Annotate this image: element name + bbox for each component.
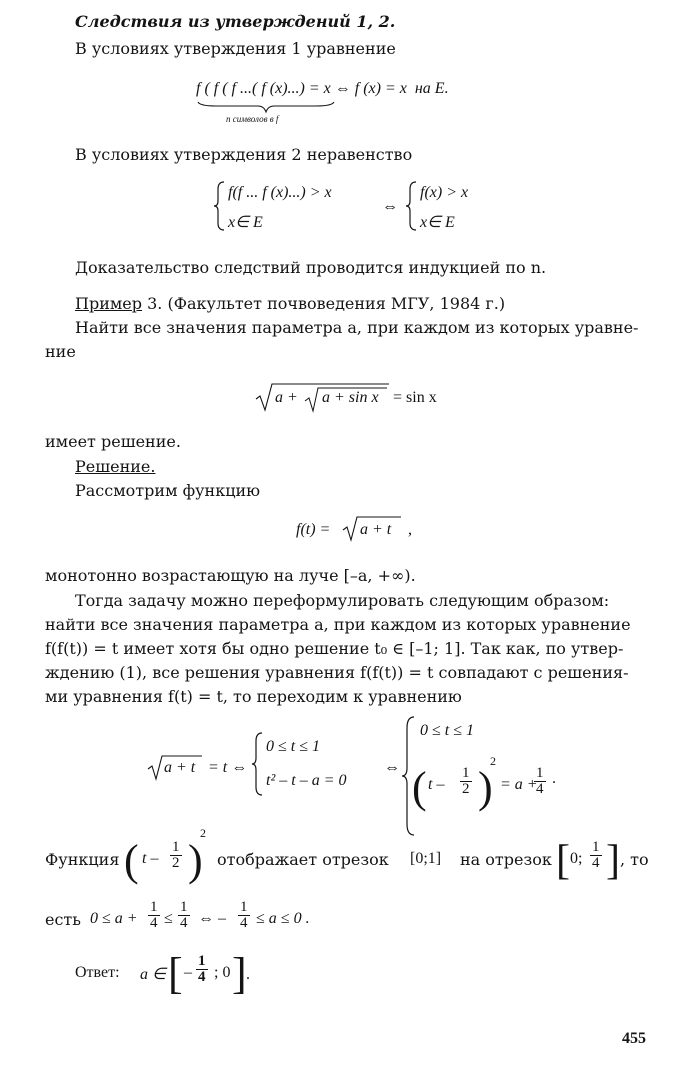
iff-symbol: ⇔ bbox=[382, 198, 398, 215]
ineq-leq: ≤ bbox=[164, 910, 173, 927]
fraction-quarter: $\frac{1}{4}$ bbox=[240, 899, 248, 931]
radicand-outer: a + bbox=[275, 389, 298, 406]
paragraph-line: ми уравнения f(t) = t, то переходим к уравнению bbox=[45, 687, 462, 706]
eq4-right-condition-1: 0 ≤ t ≤ 1 bbox=[420, 722, 475, 739]
paragraph-line: Доказательство следствий проводится индукцией по n. bbox=[75, 258, 547, 277]
eq4-condition-1: 0 ≤ t ≤ 1 bbox=[266, 738, 321, 755]
segment-0-1: [0;1] bbox=[410, 850, 442, 867]
underbrace bbox=[196, 100, 336, 114]
fraction-half: $\frac{1}{2}$ bbox=[462, 765, 470, 797]
paragraph-line: f(f(t)) = t имеет хотя бы одно решение t₀ ∈ [–1; 1]. Так как, по утвер- bbox=[45, 639, 624, 658]
segment-left: 0; bbox=[570, 850, 583, 867]
eq4-equals: = t ⇔ bbox=[208, 759, 248, 776]
paragraph-line: найти все значения параметра a, при каждом из которых уравнение bbox=[45, 615, 631, 634]
paragraph-line: монотонно возрастающую на луче [–a, +∞). bbox=[45, 566, 416, 585]
solution-label: Решение. bbox=[75, 457, 156, 476]
bracket-open: [ bbox=[168, 949, 183, 998]
paragraph-line: В условиях утверждения 1 уравнение bbox=[75, 39, 396, 58]
paragraph-line: имеет решение. bbox=[45, 432, 181, 451]
function-def-radicand: a + t bbox=[360, 521, 392, 538]
iff-symbol: ⇔ bbox=[384, 759, 400, 776]
ineq-part-d: ≤ a ≤ 0 . bbox=[256, 910, 310, 927]
paragraph-line: ние bbox=[45, 342, 76, 361]
onto-text: на отрезок bbox=[460, 850, 552, 869]
system-2-line-1: f(x) > x bbox=[420, 184, 469, 201]
paragraph-line: Тогда задачу можно переформулировать следующим образом: bbox=[75, 591, 610, 610]
fraction-quarter: $\frac{1}{4}$ bbox=[150, 899, 158, 931]
fraction-quarter: $\frac{1}{4}$ bbox=[536, 765, 544, 797]
maps-text: отображает отрезок bbox=[217, 850, 389, 869]
left-brace bbox=[406, 181, 418, 231]
section-heading: Следствия из утверждений 1, 2. bbox=[75, 12, 396, 31]
left-brace bbox=[252, 732, 264, 796]
example-title: Пример 3. (Факультет почвоведения МГУ, 1984 г.) bbox=[75, 294, 506, 313]
ineq-iff: ⇔ – bbox=[198, 910, 226, 927]
paren-close: ) bbox=[478, 763, 493, 812]
radicand-inner: a + sin x bbox=[322, 389, 379, 406]
equation-2-right: = sin x bbox=[393, 389, 437, 406]
equation-1: f ( f ( f ...( f (x)...) = x ⇔ f (x) = x на E. bbox=[196, 80, 449, 97]
paragraph-line: В условиях утверждения 2 неравенство bbox=[75, 145, 413, 164]
answer-minus: – bbox=[184, 964, 192, 981]
fraction-quarter: $\frac{1}{4}$ bbox=[180, 899, 188, 931]
answer-a-in: a ∈ bbox=[140, 966, 166, 983]
eq4-radicand: a + t bbox=[164, 759, 196, 776]
exponent-2: 2 bbox=[490, 754, 496, 768]
that-is-label: есть bbox=[45, 910, 81, 929]
fraction-quarter: $\frac{1}{4}$ bbox=[198, 953, 206, 985]
period: . bbox=[552, 770, 556, 787]
paren-open: ( bbox=[412, 763, 427, 812]
fraction-quarter: $\frac{1}{4}$ bbox=[592, 839, 600, 871]
paragraph-line: Найти все значения параметра a, при каждом из которых уравне- bbox=[75, 318, 639, 337]
system-1-line-1: f(f ... f (x)...) > x bbox=[228, 184, 332, 201]
comma: , bbox=[408, 521, 412, 538]
then-text: , то bbox=[620, 850, 649, 869]
system-1-line-2: x∈ E bbox=[228, 214, 263, 231]
function-def-left: f(t) = bbox=[296, 521, 331, 538]
paragraph-line: ждению (1), все решения уравнения f(f(t)) = t совпадают с решения- bbox=[45, 663, 629, 682]
left-brace bbox=[214, 181, 226, 231]
paragraph-line: Рассмотрим функцию bbox=[75, 481, 261, 500]
exponent-2: 2 bbox=[200, 826, 206, 840]
fraction-half: $\frac{1}{2}$ bbox=[172, 839, 180, 871]
paren-close: ) bbox=[188, 836, 203, 885]
paren-open: ( bbox=[124, 836, 139, 885]
answer-zero: ; 0 bbox=[214, 964, 231, 981]
eq4-equals-a-plus: = a + bbox=[500, 776, 538, 793]
period: . bbox=[246, 966, 250, 983]
bracket-close: ] bbox=[606, 838, 620, 884]
page-number: 455 bbox=[622, 1030, 646, 1047]
eq4-condition-2: t² – t – a = 0 bbox=[266, 772, 347, 789]
bracket-close: ] bbox=[232, 949, 247, 998]
eq4-t-minus: t – bbox=[428, 776, 445, 793]
underbrace-label: n символов в f bbox=[226, 114, 279, 124]
system-2-line-2: x∈ E bbox=[420, 214, 455, 231]
ineq-part-a: 0 ≤ a + bbox=[90, 910, 138, 927]
bracket-open: [ bbox=[556, 838, 570, 884]
t-minus: t – bbox=[142, 850, 159, 867]
function-label: Функция bbox=[45, 850, 120, 869]
answer-label: Ответ: bbox=[75, 964, 120, 981]
